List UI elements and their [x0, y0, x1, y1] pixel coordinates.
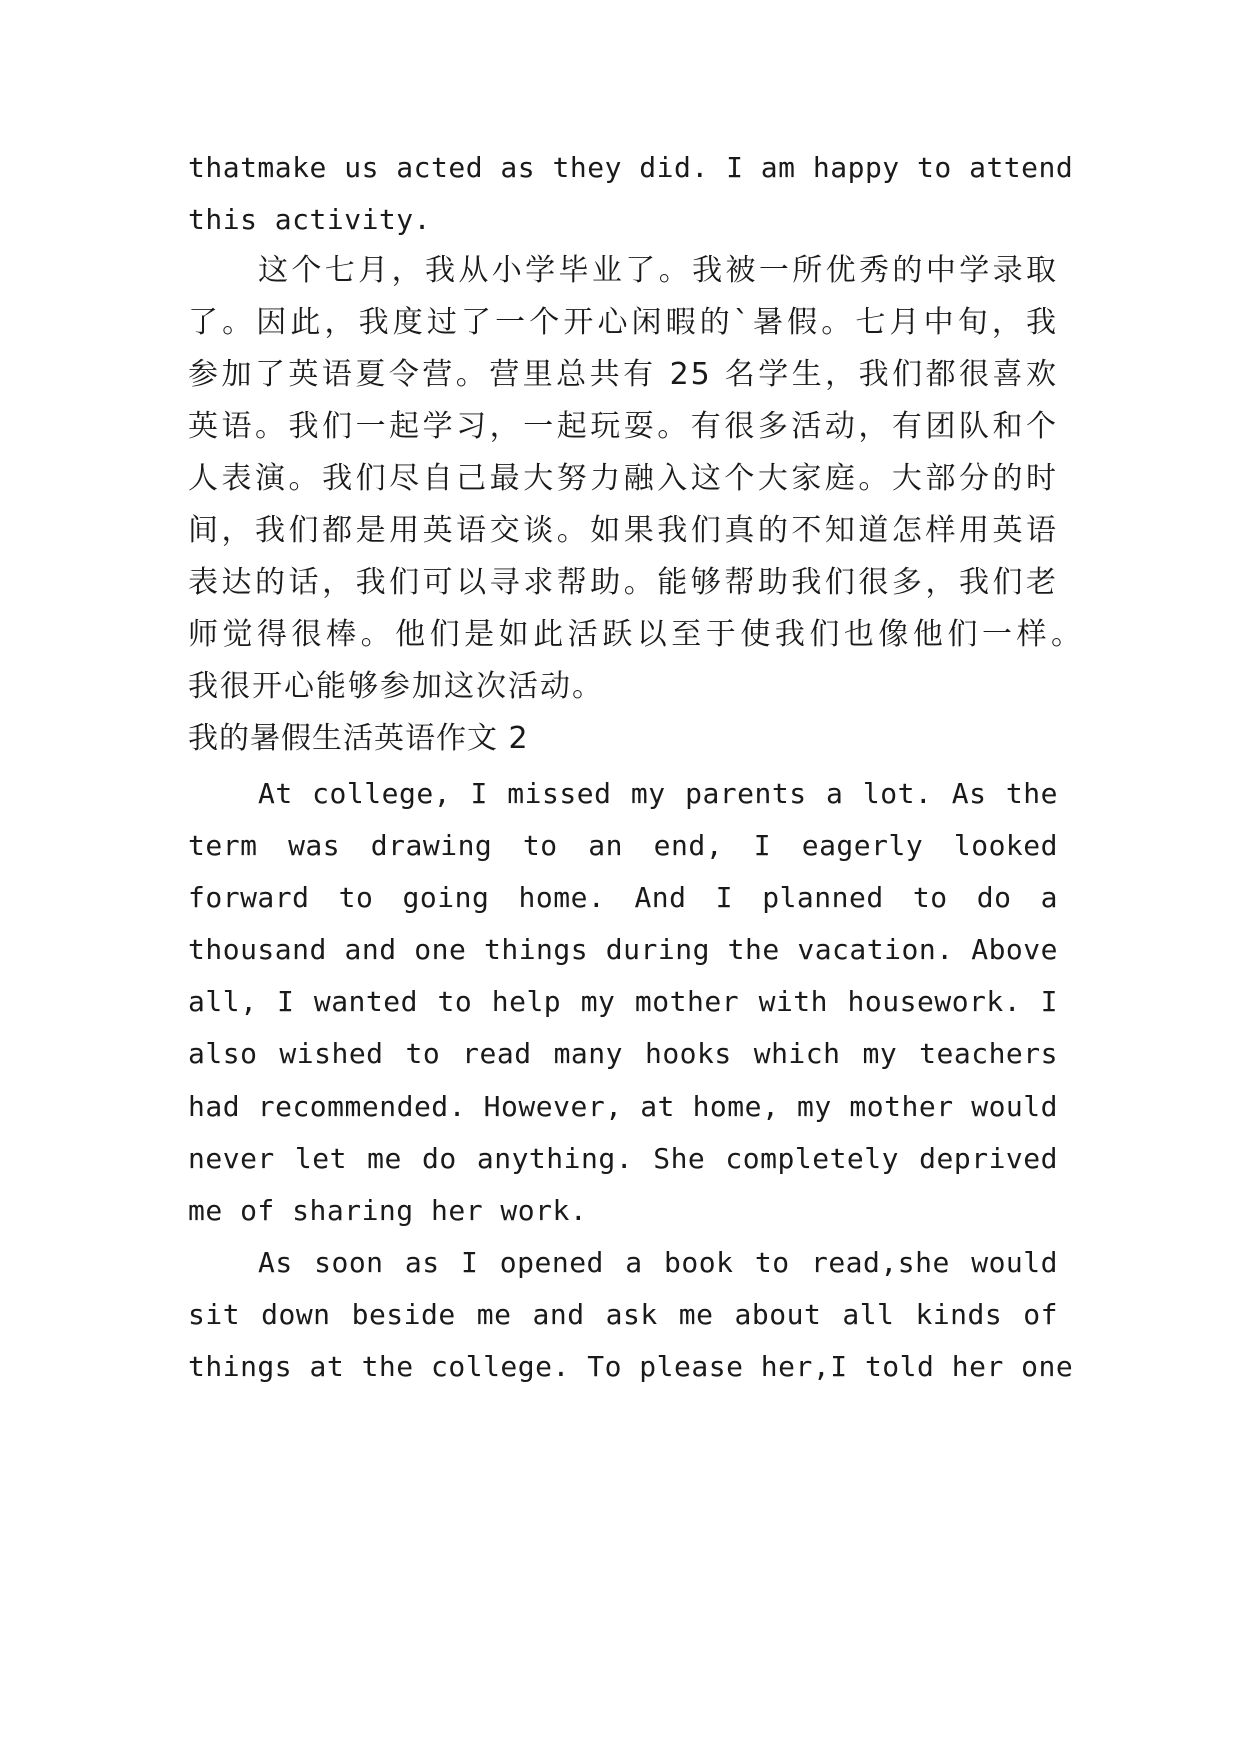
paragraph-line: never let me do anything. She completely deprived — [188, 1142, 1058, 1175]
paragraph-line: 表达的话，我们可以寻求帮助。能够帮助我们很多，我们老 — [188, 565, 1058, 600]
paragraph-line: 间，我们都是用英语交谈。如果我们真的不知道怎样用英语 — [188, 513, 1058, 548]
paragraph-line: 我很开心能够参加这次活动。 — [188, 669, 604, 704]
paragraph-line: 这个七月，我从小学毕业了。我被一所优秀的中学录取 — [258, 253, 1058, 288]
paragraph-line: thousand and one things during the vacation. Above — [188, 933, 1058, 966]
paragraph-line: had recommended. However, at home, my mother would — [188, 1090, 1058, 1123]
paragraph-line: this activity. — [188, 203, 432, 236]
paragraph-line: As soon as I opened a book to read,she would — [258, 1246, 1058, 1279]
paragraph-line: 人表演。我们尽自己最大努力融入这个大家庭。大部分的时 — [188, 461, 1058, 496]
paragraph-line: forward to going home. And I planned to do a — [188, 881, 1058, 914]
paragraph-line: At college, I missed my parents a lot. As the — [258, 777, 1058, 810]
paragraph-line: 了。因此，我度过了一个开心闲暇的`暑假。七月中旬，我 — [188, 305, 1058, 340]
paragraph-line: me of sharing her work. — [188, 1194, 588, 1227]
paragraph-line: things at the college. To please her,I told her one — [188, 1350, 1074, 1383]
paragraph-line: also wished to read many hooks which my teachers — [188, 1037, 1058, 1070]
paragraph-line: all, I wanted to help my mother with housework. I — [188, 985, 1058, 1018]
paragraph-line: term was drawing to an end, I eagerly looked — [188, 829, 1058, 862]
section-heading: 我的暑假生活英语作文 2 — [188, 721, 529, 756]
paragraph-line: thatmake us acted as they did. I am happy to attend — [188, 151, 1074, 184]
paragraph-line: 师觉得很棒。他们是如此活跃以至于使我们也像他们一样。 — [188, 617, 1083, 652]
paragraph-line: 英语。我们一起学习，一起玩耍。有很多活动，有团队和个 — [188, 409, 1058, 444]
paragraph-line: sit down beside me and ask me about all kinds of — [188, 1298, 1058, 1331]
paragraph-line: 参加了英语夏令营。营里总共有 25 名学生，我们都很喜欢 — [188, 357, 1058, 392]
